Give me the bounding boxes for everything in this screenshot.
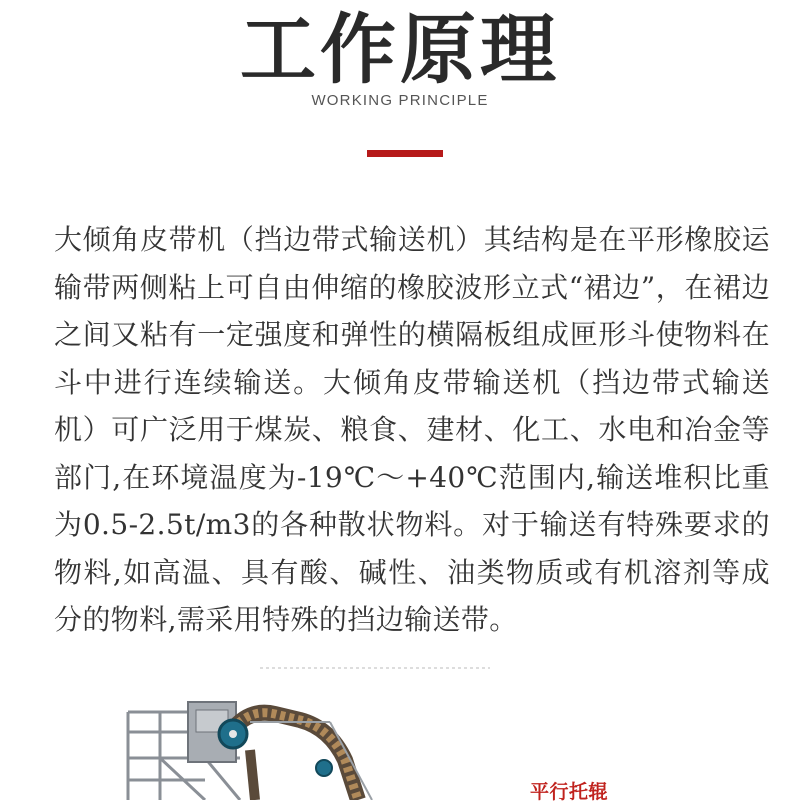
page-title: 工作原理: [240, 5, 560, 94]
title-accent-divider: [367, 150, 443, 157]
bend-pulley: [316, 760, 332, 776]
page-subtitle: WORKING PRINCIPLE: [311, 92, 489, 109]
parallel-idler-label: 平行托辊: [530, 781, 609, 803]
head-pulley-hub: [229, 730, 237, 738]
description-paragraph: 大倾角皮带机（挡边带式输送机）其结构是在平形橡胶运输带两侧粘上可自由伸缩的橡胶波形立式“裙边”，在裙边之间又粘有一定强度和弹性的横隔板组成匣形斗使物料在斗中进行连续输送。大倾角皮带输送机（挡边带式输送机）可广泛用于煤炭、粮食、建材、化工、水电和冶金等部门,在环境温度为-19℃～+40℃范围内,输送堆积比重为0.5-2.5t/m3的各种散状物料。对于输送有特殊要求的物料,如高温、具有酸、碱性、油类物质或有机溶剂等成分的物料,需采用特殊的挡边输送带。: [54, 223, 770, 636]
conveyor-diagram: [0, 650, 800, 800]
belt-return: [250, 750, 255, 800]
